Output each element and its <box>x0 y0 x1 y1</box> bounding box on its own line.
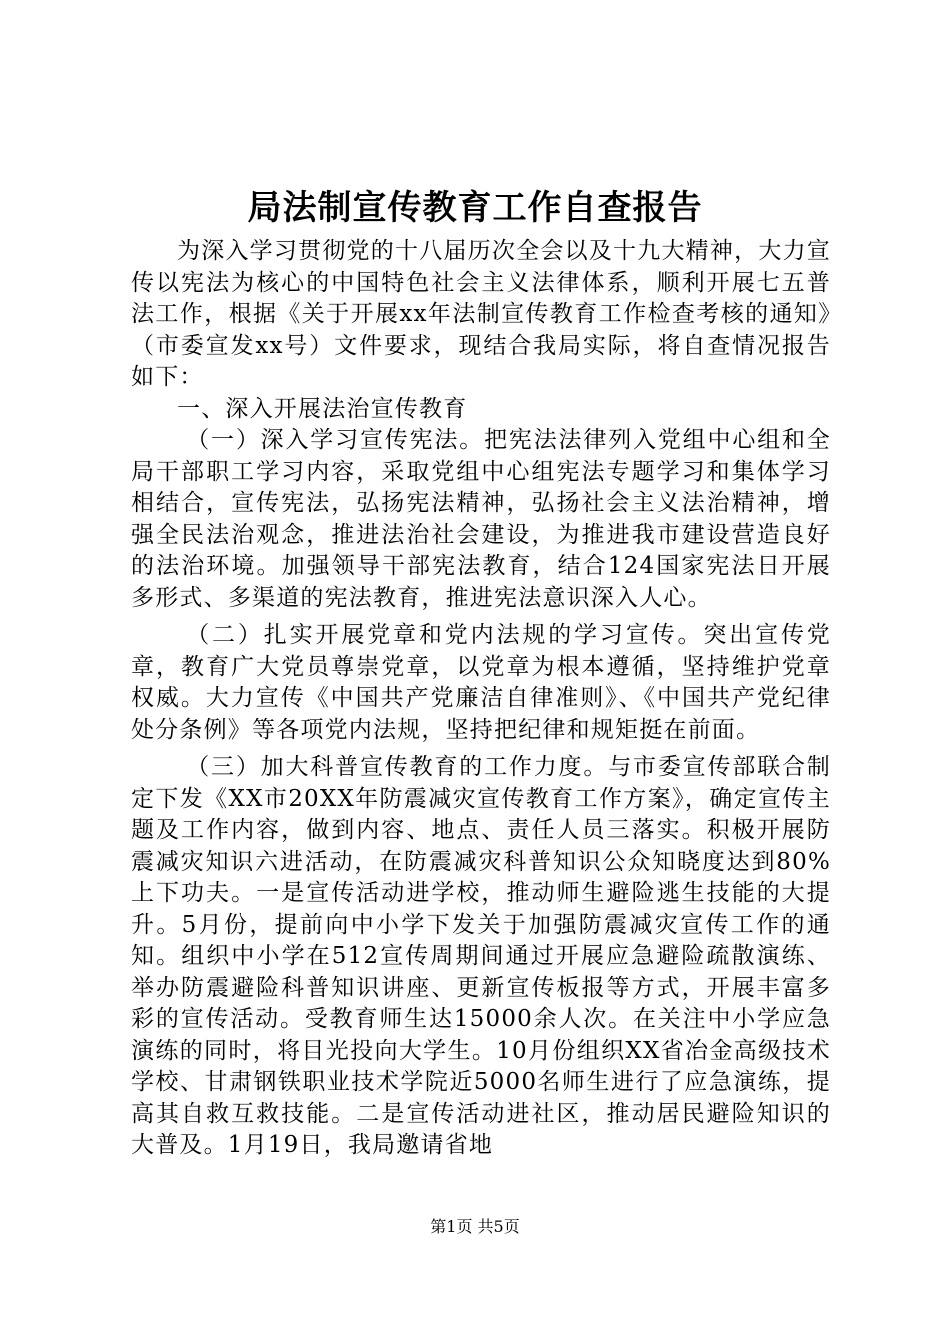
document-title: 局法制宣传教育工作自查报告 <box>247 188 703 228</box>
subsection-paragraph-3: （三）加大科普宣传教育的工作力度。与市委宣传部联合制定下发《XX市20XX年防震减灾宣传教育工作方案》，确定宣传主题及工作内容，做到内容、地点、责任人员三落实。积极开展防震减灾知识六进活动，在防震减灾科普知识公众知晓度达到80%上下功夫。一是宣传活动进学校，推动师生避险逃生技能的大提升。5月份，提前向中小学下发关于加强防震减灾宣传工作的通知。组织中小学在512宣传周期间通过开展应急避险疏散演练、举办防震避险科普知识讲座、更新宣传板报等方式，开展丰富多彩的宣传活动。受教育师生达15000余人次。在关注中小学应急演练的同时，将目光投向大学生。10月份组织XX省冶金高级技术学校、甘肃钢铁职业技术学院近5000名师生进行了应急演练，提高其自救互救技能。二是宣传活动进社区，推动居民避险知识的大普及。1月19日，我局邀请省地 <box>131 754 831 1158</box>
section-heading: 一、深入开展法治宣传教育 <box>177 395 468 422</box>
document-body <box>131 236 831 1162</box>
subsection-paragraph-1: （一）深入学习宣传宪法。把宪法法律列入党组中心组和全局干部职工学习内容，采取党组中心组宪法专题学习和集体学习相结合，宣传宪法，弘扬宪法精神，弘扬社会主义法治精神，增强全民法治观念，推进法治社会建设，为推进我市建设营造良好的法治环境。加强领导干部宪法教育，结合124国家宪法日开展多形式、多渠道的宪法教育，推进宪法意识深入人心。 <box>131 427 831 611</box>
subsection-paragraph-2: （二）扎实开展党章和党内法规的学习宣传。突出宣传党章，教育广大党员尊崇党章，以党章为根本遵循，坚持维护党章权威。大力宣传《中国共产党廉洁自律准则》、《中国共产党纪律处分条例》等各项党内法规，坚持把纪律和规矩挺在前面。 <box>131 622 831 743</box>
intro-paragraph: 为深入学习贯彻党的十八届历次全会以及十九大精神，大力宣传以宪法为核心的中国特色社会主义法律体系，顺利开展七五普法工作，根据《关于开展xx年法制宣传教育工作检查考核的通知》（市委宣发xx号）文件要求，现结合我局实际，将自查情况报告如下： <box>131 238 831 390</box>
page-footer: 第1页 共5页 <box>430 1217 520 1236</box>
